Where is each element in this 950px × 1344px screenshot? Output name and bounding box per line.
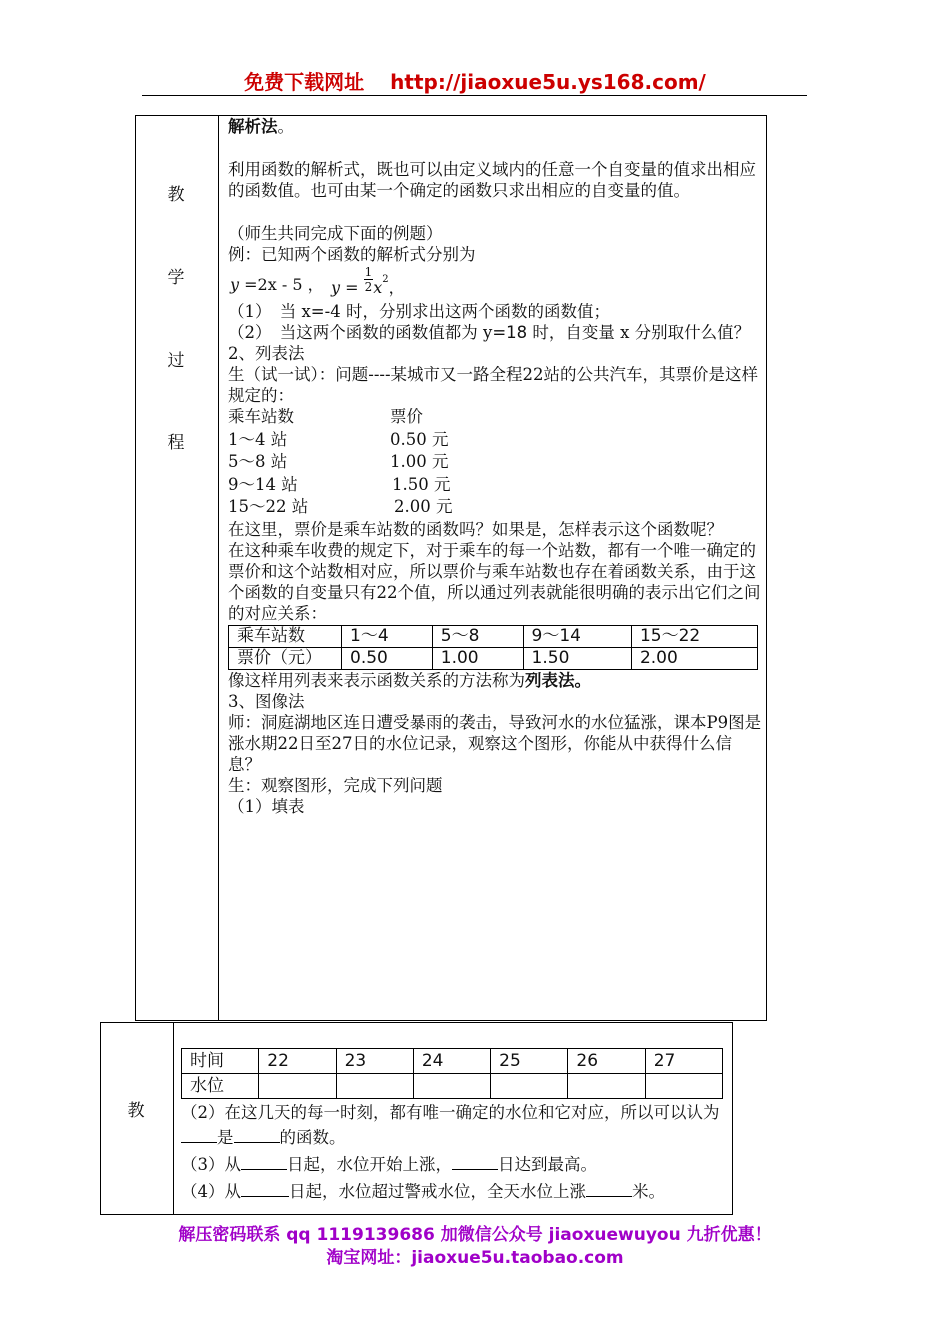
question-1: （1） 当 x=-4 时，分别求出这两个函数的函数值； — [228, 302, 610, 321]
heading-analytic: 解析法。 — [228, 117, 294, 136]
column-divider — [218, 116, 219, 1020]
exercise-q3: （3）从 日起，水位开始上涨， 日达到最高。 — [181, 1152, 726, 1177]
header-site-label: 免费下载网址 — [244, 70, 365, 94]
answer-blank[interactable] — [241, 1152, 287, 1170]
answer-blank[interactable] — [234, 1125, 280, 1143]
water-level-cell[interactable] — [568, 1074, 645, 1099]
page-header — [0, 66, 950, 95]
fare-row: 5～8 站 1.00 元 — [228, 452, 449, 471]
side-label-char: 教 — [167, 185, 185, 205]
fill-table-instruction: （1）填表 — [228, 796, 305, 816]
column-divider — [173, 1023, 174, 1214]
side-label-char: 程 — [167, 433, 185, 453]
fare-row: 9～14 站 1.50 元 — [228, 474, 451, 494]
teacher-note: （师生共同完成下面的例题） — [228, 224, 443, 243]
water-level-table — [181, 1048, 723, 1099]
fare-header: 乘车站数 票价 — [228, 407, 423, 426]
lesson-content — [228, 116, 764, 817]
subheading-table-method: 2、列表法 — [228, 344, 305, 363]
exercise-q4: （4）从 日起，水位超过警戒水位，全天水位上涨 米。 — [181, 1179, 726, 1204]
answer-blank[interactable] — [586, 1179, 632, 1197]
example-intro: 例：已知两个函数的解析式分别为 — [228, 245, 476, 264]
fare-row: 1～4 站 0.50 元 — [228, 429, 449, 449]
fare-table — [228, 625, 758, 670]
answer-blank[interactable] — [452, 1152, 498, 1170]
water-level-cell[interactable] — [645, 1074, 722, 1099]
table-row: 水位 — [182, 1074, 723, 1099]
teacher-text: 师：洞庭湖地区连日遭受暴雨的袭击，导致河水的水位猛涨，课本P9图是涨水期22日至27日的水位记录，观察这个图形，你能从中获得什么信息？ — [228, 712, 762, 774]
question-2: （2） 当这两个函数的函数值都为 y=18 时，自变量 x 分别取什么值？ — [228, 323, 751, 342]
example-formulas — [228, 265, 764, 303]
side-label-char: 过 — [167, 351, 185, 371]
footer-contact: 解压密码联系 qq 1119139686 加微信公众号 jiaoxuewuyou 九折优惠！ — [178, 1225, 772, 1245]
side-label-char: 教 — [127, 1101, 145, 1121]
student-try: 生（试一试）：问题----某城市又一路全程22站的公共汽车，其票价是这样规定的： — [228, 365, 759, 405]
function-question: 在这里，票价是乘车站数的函数吗？如果是，怎样表示这个函数呢？ — [228, 519, 723, 539]
paragraph-analytic-method: 利用函数的解析式，既也可以由定义域内的任意一个自变量的值求出相应的函数值。也可由某一个确定的函数只求出相应的自变量的值。 — [228, 160, 756, 200]
water-level-cell[interactable] — [259, 1074, 336, 1099]
explanation: 在这种乘车收费的规定下，对于乘车的每一个站数，都有一个唯一确定的票价和这个站数相对应，所以票价与乘车站数也存在着函数关系，由于这个函数的自变量只有22个值，所以通过列表就能很明确的表示出它们之间的对应关系： — [228, 540, 761, 623]
water-level-cell[interactable] — [491, 1074, 568, 1099]
water-level-cell[interactable] — [336, 1074, 413, 1099]
header-rule — [142, 95, 807, 96]
table-row: 票价（元） 0.50 1.00 1.50 2.00 — [229, 647, 758, 669]
table-row: 乘车站数 1～4 5～8 9～14 15～22 — [229, 625, 758, 647]
student-text: 生：观察图形，完成下列问题 — [228, 775, 443, 795]
list-method-definition: 像这样用列表来表示函数关系的方法称为列表法。 — [228, 670, 591, 690]
footer-shop-url[interactable]: 淘宝网址：jiaoxue5u.taobao.com — [326, 1248, 624, 1268]
answer-blank[interactable] — [241, 1179, 289, 1197]
exercise-questions — [181, 1100, 726, 1204]
formula-linear: y =2x - 5 ， — [230, 275, 324, 294]
answer-blank[interactable] — [181, 1125, 217, 1143]
water-level-cell[interactable] — [413, 1074, 490, 1099]
fare-row: 15～22 站 2.00 元 — [228, 497, 453, 516]
side-label-char: 学 — [167, 268, 185, 288]
table-row: 时间 22 23 24 25 26 27 — [182, 1049, 723, 1074]
header-url[interactable]: http://jiaoxue5u.ys168.com/ — [390, 70, 706, 94]
exercise-q2: （2）在这几天的每一时刻，都有唯一确定的水位和它对应，所以可以认为是 的函数。 — [181, 1103, 720, 1147]
formula-quadratic: y = $\frac{1}{2}$ $x^2$， — [331, 265, 405, 298]
subheading-graph-method: 3、图像法 — [228, 691, 305, 711]
